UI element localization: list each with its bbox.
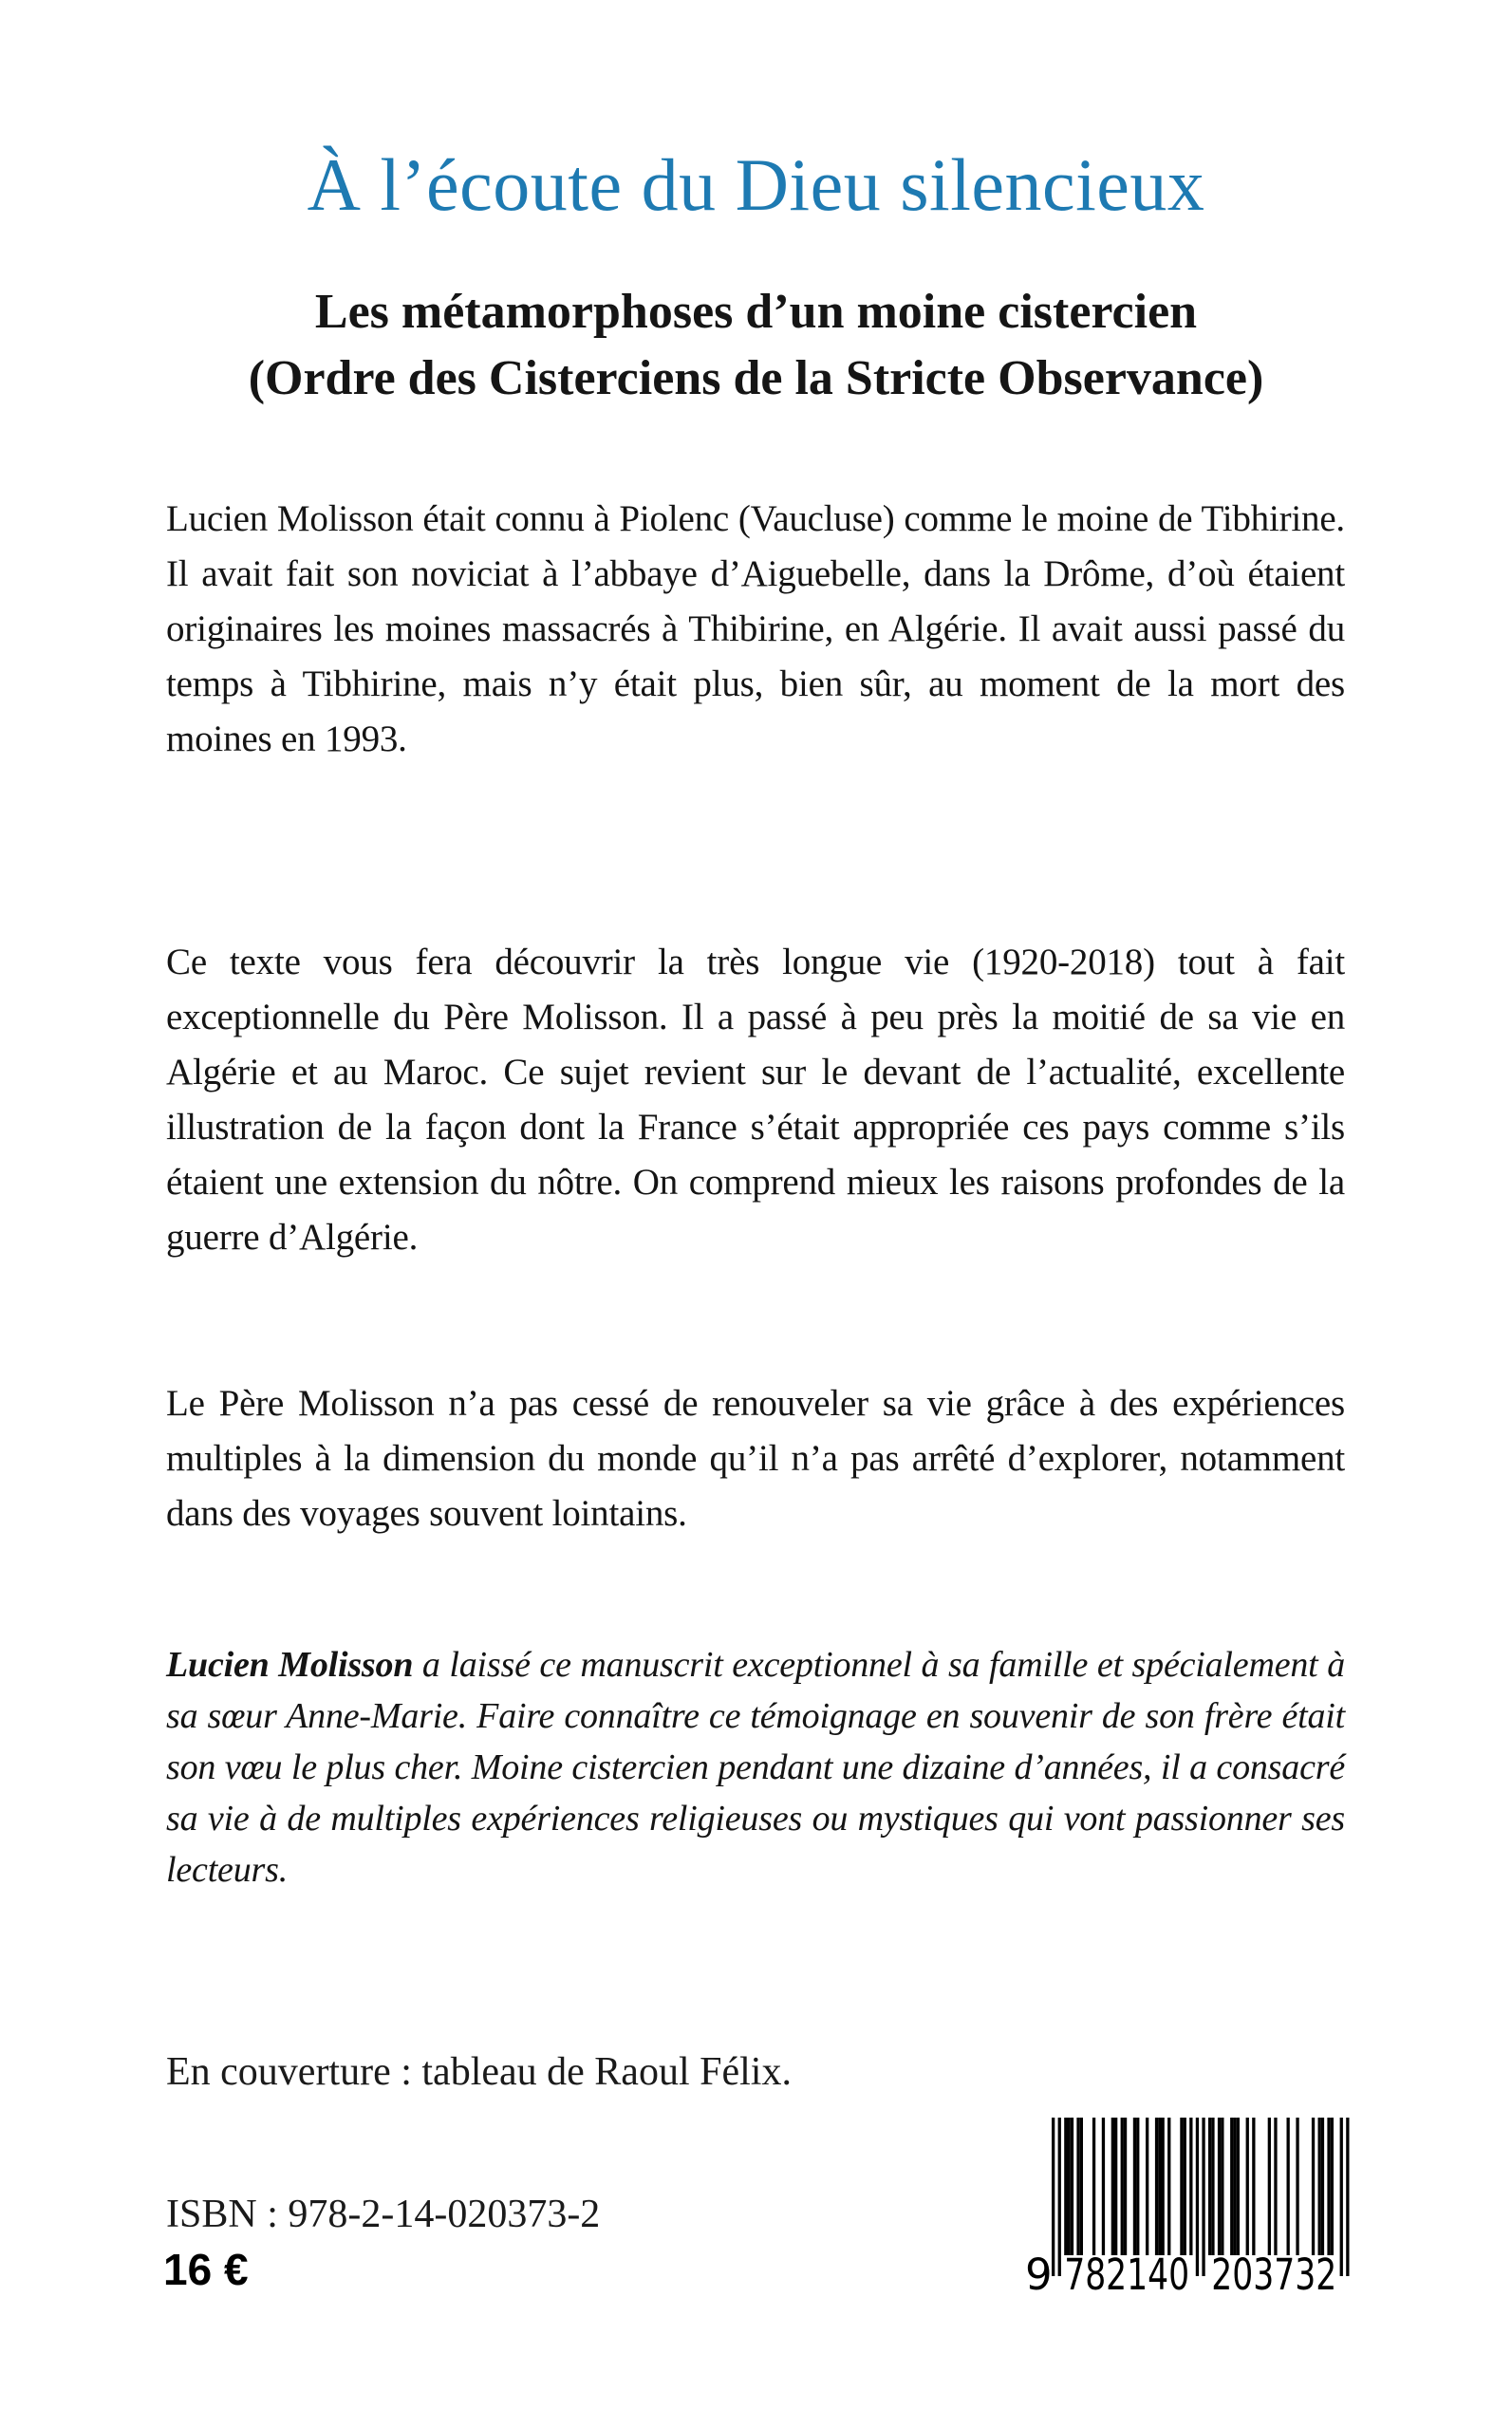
author-name: Lucien Molisson [166, 1645, 414, 1685]
subtitle-line-1: Les métamorphoses d’un moine cistercien [314, 285, 1198, 339]
price-label: 16 € [163, 2245, 249, 2294]
barcode-svg [1025, 2118, 1359, 2298]
author-note-text: a laissé ce manuscrit exceptionnel à sa famille et spécialement à sa sœur Anne-Marie. Faire connaître ce témoignage en souvenir de son frère était son vœu le plus cher. Moine cistercien pendant une dizaine d’années, il a consacré sa vie à de multiples expériences religieuses ou mystiques qui vont passionner ses lecteurs. [166, 1645, 1345, 1890]
svg-text:203732: 203732 [1211, 2250, 1337, 2298]
blurb-paragraph-1: Lucien Molisson était connu à Piolenc (Vaucluse) comme le moine de Tibhirine. Il avait fait son noviciat à l’abbaye d’Aiguebelle, dans la Drôme, d’où étaient originaires les moines massacrés à Thibirine, en Algérie. Il avait aussi passé du temps à Tibhirine, mais n’y était plus, bien sûr, au moment de la mort des moines en 1993. [166, 498, 1345, 759]
book-title: À l’écoute du Dieu silencieux [307, 143, 1205, 226]
book-subtitle [0, 279, 1512, 412]
cover-credit: En couverture : tableau de Raoul Félix. [166, 2050, 792, 2094]
author-note [166, 1639, 1345, 1895]
subtitle-line-2: (Ordre des Cisterciens de la Stricte Observance) [248, 351, 1264, 405]
svg-text:9: 9 [1025, 2250, 1053, 2298]
ean13-barcode [1025, 2118, 1359, 2298]
blurb-paragraph-2: Ce texte vous fera découvrir la très longue vie (1920-2018) tout à fait exceptionnelle du Père Molisson. Il a passé à peu près la moitié de sa vie en Algérie et au Maroc. Ce sujet revient sur le devant de l’actualité, excellente illustration de la façon dont la France s’était appropriée ces pays comme s’ils étaient une extension du nôtre. On comprend mieux les raisons profondes de la guerre d’Algérie. [166, 942, 1345, 1258]
blurb-paragraph-3: Le Père Molisson n’a pas cessé de renouveler sa vie grâce à des expériences multiples à la dimension du monde qu’il n’a pas arrêté d’explorer, notamment dans des voyages souvent lointains. [166, 1383, 1345, 1534]
isbn-line: ISBN : 978-2-14-020373-2 [166, 2193, 601, 2236]
svg-text:782140: 782140 [1064, 2250, 1190, 2298]
